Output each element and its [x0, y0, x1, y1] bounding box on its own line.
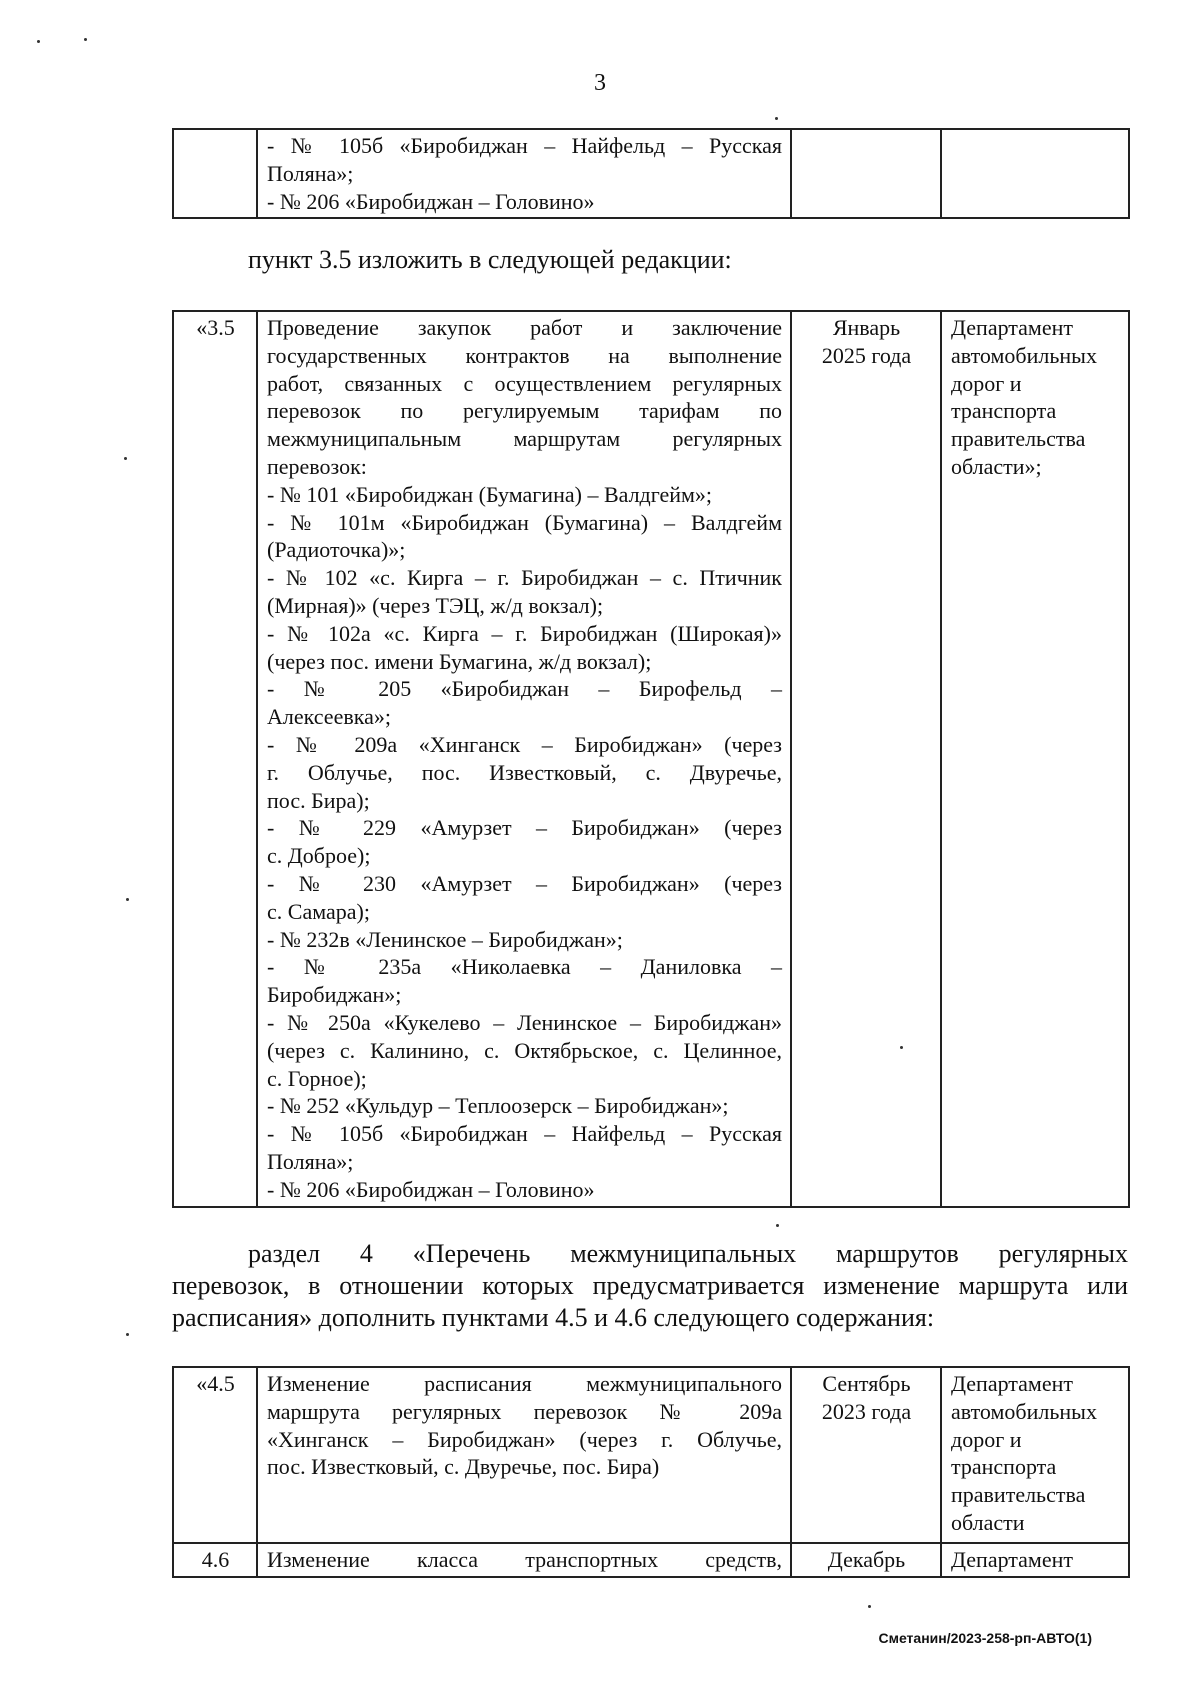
- row-number-cell: «3.5: [173, 311, 257, 1207]
- paragraph-line: раздел 4 «Перечень межмуниципальных маршрутов регулярных: [248, 1239, 1128, 1268]
- route-line: - № 101 «Биробиджан (Бумагина) – Валдгейм»;: [267, 481, 713, 507]
- scan-speck: [84, 38, 87, 41]
- scan-speck: [37, 40, 40, 43]
- route-line: - № 230 «Амурзет – Биробиджан» (через: [267, 870, 782, 896]
- scan-speck: [900, 1046, 903, 1049]
- route-line: - № 102 «с. Кирга – г. Биробиджан – с. Птичник: [267, 565, 782, 591]
- paragraph-line: перевозок, в отношении которых предусматривается изменение маршрута или: [172, 1271, 1128, 1300]
- route-line: - № 102а «с. Кирга – г. Биробиджан (Широкая)»: [267, 620, 782, 646]
- row-number-cell: 4.6: [173, 1543, 257, 1577]
- document-footer-code: Сметанин/2023-258-рп-АВТО(1): [878, 1630, 1092, 1646]
- route-line: Биробиджан»;: [267, 982, 402, 1008]
- route-line: Поляна»;: [267, 160, 354, 186]
- route-line: (через с. Калинино, с. Октябрьское, с. Целинное,: [267, 1037, 782, 1063]
- date-cell: [791, 1543, 941, 1577]
- route-line: - № 205 «Биробиджан – Бирофельд –: [267, 676, 782, 702]
- route-line: Проведение закупок работ и заключение: [267, 315, 782, 340]
- description-line: Изменение класса транспортных средств,: [267, 1547, 782, 1572]
- description-line: Изменение расписания межмуниципального: [267, 1371, 782, 1396]
- route-line: с. Доброе);: [267, 843, 371, 869]
- row-number-cell: [173, 129, 257, 218]
- route-line: - № 206 «Биробиджан – Головино»: [267, 188, 595, 214]
- route-line: с. Горное);: [267, 1065, 367, 1091]
- department-line: транспорта: [951, 398, 1057, 424]
- department-line: правительства: [951, 426, 1086, 452]
- description-cell: [257, 1367, 791, 1543]
- route-line: с. Самара);: [267, 898, 370, 924]
- route-line: - № 250а «Кукелево – Ленинское – Биробиджан»: [267, 1009, 782, 1035]
- date-cell: [791, 129, 941, 218]
- table-item-3-5: [172, 310, 1130, 1208]
- route-line: (Радиоточка)»;: [267, 537, 406, 563]
- route-line: - № 105б «Биробиджан – Найфельд – Русская: [267, 1121, 782, 1147]
- row-number-cell: «4.5: [173, 1367, 257, 1543]
- department-cell: [941, 311, 1129, 1207]
- route-line: - № 105б «Биробиджан – Найфельд – Русская: [267, 133, 782, 158]
- scan-speck: [126, 1333, 129, 1336]
- route-list-cell: [257, 129, 791, 218]
- department-line: дорог и: [951, 370, 1022, 396]
- route-line: работ, связанных с осуществлением регулярных: [267, 370, 782, 396]
- description-line: маршрута регулярных перевозок № 209а: [267, 1398, 782, 1424]
- route-line: - № 101м «Биробиджан (Бумагина) – Валдгейм: [267, 509, 782, 535]
- date-cell: [791, 1367, 941, 1543]
- department-cell: [941, 129, 1129, 218]
- scan-speck: [126, 898, 129, 901]
- department-line: области: [951, 1509, 1025, 1535]
- route-line: (Мирная)» (через ТЭЦ, ж/д вокзал);: [267, 592, 604, 618]
- route-line: Алексеевка»;: [267, 704, 391, 730]
- department-line: дорог и: [951, 1426, 1022, 1452]
- date-line: 2023 года: [821, 1398, 912, 1424]
- department-line: Департамент: [951, 1547, 1074, 1572]
- paragraph-amend-3-5: пункт 3.5 изложить в следующей редакции:: [248, 245, 732, 274]
- route-line: пос. Бира);: [267, 787, 370, 813]
- route-line: перевозок:: [267, 453, 367, 479]
- table-row: [173, 1543, 1129, 1577]
- department-line: транспорта: [951, 1454, 1057, 1480]
- scan-speck: [124, 457, 127, 460]
- scan-speck: [868, 1605, 871, 1608]
- description-cell: [257, 1543, 791, 1577]
- paragraph-line: расписания» дополнить пунктами 4.5 и 4.6 следующего содержания:: [172, 1303, 935, 1332]
- route-list-cell: [257, 311, 791, 1207]
- route-line: (через пос. имени Бумагина, ж/д вокзал);: [267, 648, 652, 674]
- date-line: Сентябрь: [822, 1371, 911, 1396]
- department-cell: [941, 1543, 1129, 1577]
- route-line: - № 206 «Биробиджан – Головино»: [267, 1176, 595, 1202]
- table-row: [173, 1367, 1129, 1543]
- table-row: [173, 129, 1129, 218]
- route-line: - № 235а «Николаевка – Даниловка –: [267, 954, 782, 980]
- date-line: 2025 года: [821, 342, 912, 368]
- department-line: автомобильных: [951, 1398, 1097, 1424]
- date-cell: [791, 311, 941, 1207]
- page-number: 3: [594, 70, 606, 96]
- table-continuation: [172, 128, 1130, 219]
- scan-speck: [775, 117, 778, 120]
- department-line: Департамент: [951, 315, 1074, 340]
- route-line: Поляна»;: [267, 1148, 354, 1174]
- table-items-4-5-4-6: [172, 1366, 1130, 1578]
- description-line: пос. Известковый, с. Двуречье, пос. Бира): [267, 1454, 660, 1480]
- department-line: правительства: [951, 1482, 1086, 1508]
- route-line: межмуниципальным маршрутам регулярных: [267, 426, 782, 452]
- route-line: - № 232в «Ленинское – Биробиджан»;: [267, 926, 623, 952]
- department-cell: [941, 1367, 1129, 1543]
- route-line: государственных контрактов на выполнение: [267, 342, 782, 368]
- table-row: [173, 311, 1129, 1207]
- description-line: «Хинганск – Биробиджан» (через г. Облучье,: [267, 1426, 782, 1452]
- route-line: перевозок по регулируемым тарифам по: [267, 398, 782, 424]
- department-line: автомобильных: [951, 342, 1097, 368]
- department-line: области»;: [951, 453, 1042, 479]
- route-line: г. Облучье, пос. Известковый, с. Двуречье,: [267, 759, 782, 785]
- department-line: Департамент: [951, 1371, 1074, 1396]
- paragraph-section-4: [172, 1238, 1128, 1334]
- route-line: - № 229 «Амурзет – Биробиджан» (через: [267, 815, 782, 841]
- route-line: - № 209а «Хинганск – Биробиджан» (через: [267, 731, 782, 757]
- route-line: - № 252 «Кульдур – Теплоозерск – Биробиджан»;: [267, 1093, 729, 1119]
- scan-speck: [776, 1224, 779, 1227]
- date-line: Декабрь: [827, 1547, 906, 1572]
- date-line: Январь: [832, 315, 901, 340]
